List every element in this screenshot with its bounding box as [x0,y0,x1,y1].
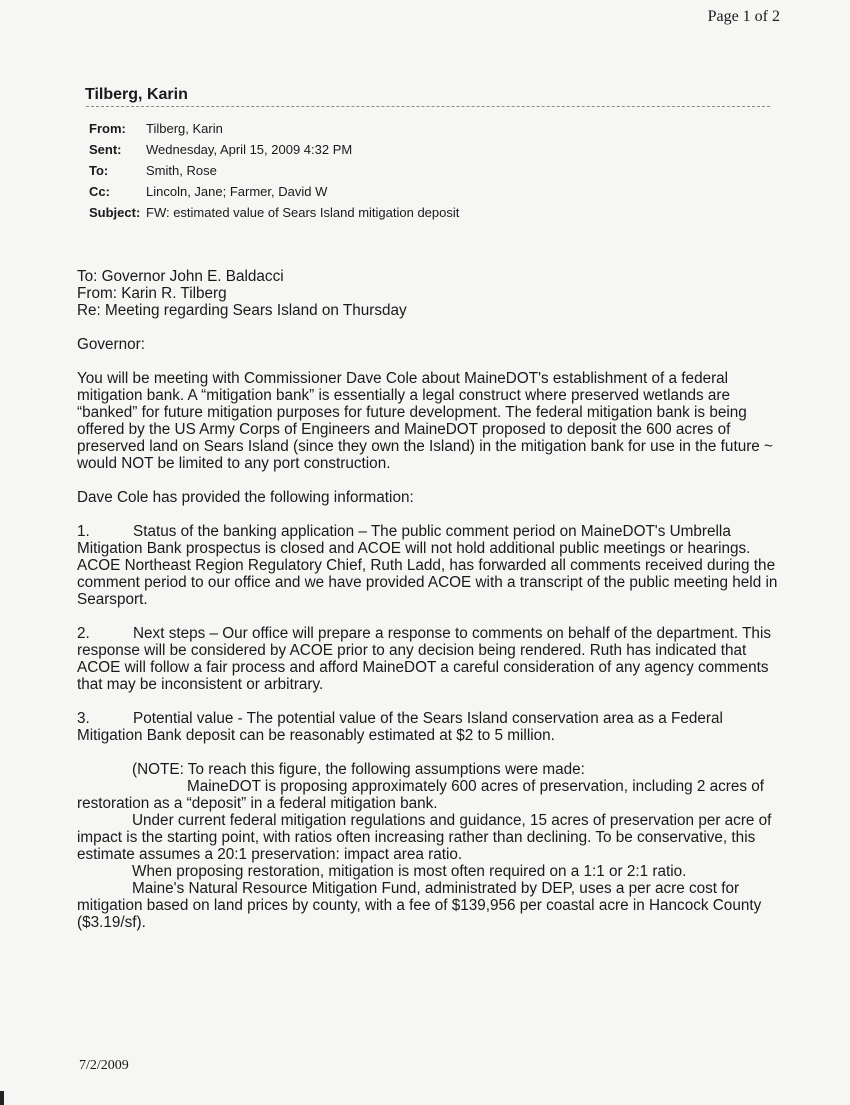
note-assumption-1 [77,778,787,812]
footer-date: 7/2/2009 [79,1058,129,1073]
item-text: Next steps – Our office will prepare a response to comments on behalf of the department. This response will be considered by ACOE prior to any decision being rendered. Ruth has indicated that ACOE will follow a fair process and afford MaineDOT a careful consideration of any agency comments that may be inconsistent or arbitrary. [77,625,771,693]
subject-row [89,205,459,226]
from-row [89,121,459,142]
sent-row [89,142,459,163]
numbered-item-1 [77,523,787,608]
memo-from-line: From: Karin R. Tilberg [77,285,227,302]
numbered-item-2 [77,625,787,693]
memo-to-line: To: Governor John E. Baldacci [77,268,284,285]
cc-value: Lincoln, Jane; Farmer, David W [146,184,328,199]
item-number: 2. [77,625,90,642]
subject-value: FW: estimated value of Sears Island mitigation deposit [146,205,460,220]
sender-name: Tilberg, Karin [85,86,188,103]
note-assumption-2 [77,812,787,863]
from-label: From: [89,121,126,136]
email-header [89,121,459,226]
numbered-item-3 [77,710,787,744]
item-number: 3. [77,710,90,727]
salutation: Governor: [77,336,146,353]
to-label: To: [89,163,109,178]
note-1-text: MaineDOT is proposing approximately 600 acres of preservation, including 2 acres of restoration as a “deposit” in a federal mitigation bank. [77,778,765,812]
note-assumption-4 [77,880,787,931]
note-2-text: Under current federal mitigation regulations and guidance, 15 acres of preservation per acre of impact is the starting point, with ratios often increasing rather than declining. To be conservative, this estimate assumes a 20:1 preservation: impact area ratio. [77,812,772,863]
item-text: Status of the banking application – The public comment period on MaineDOT's Umbrella Mitigation Bank prospectus is closed and ACOE will not hold additional public meetings or hearings. ACOE Northeast Region Regulatory Chief, Ruth Ladd, has forwarded all comments received during the comment period to our office and we have provided ACOE with a transcript of the public meeting held in Searsport. [77,523,778,608]
cc-row [89,184,459,205]
header-divider [86,106,770,107]
note-4-text: Maine's Natural Resource Mitigation Fund, administrated by DEP, uses a per acre cost for mitigation based on land prices by county, with a fee of $139,956 per coastal acre in Hancock County ($3.19/sf). [77,880,762,931]
from-value: Tilberg, Karin [146,121,223,136]
memo-body [77,268,787,931]
item-text: Potential value - The potential value of the Sears Island conservation area as a Federal Mitigation Bank deposit can be reasonably estimated at $2 to 5 million. [77,710,723,744]
page-number: Page 1 of 2 [707,8,780,25]
memo-re-line: Re: Meeting regarding Sears Island on Thursday [77,302,407,319]
to-value: Smith, Rose [146,163,217,178]
note-3-text: When proposing restoration, mitigation is most often required on a 1:1 or 2:1 ratio. [132,863,687,880]
note-assumption-3 [77,863,787,880]
sent-label: Sent: [89,142,122,157]
item-number: 1. [77,523,90,540]
note-intro: (NOTE: To reach this figure, the following assumptions were made: [132,761,585,778]
intro-paragraph: You will be meeting with Commissioner Dave Cole about MaineDOT's establishment of a federal mitigation bank. A “mitigation bank” is essentially a legal construct where preserved wetlands are “banked” for future mitigation purposes for future development. The federal mitigation bank is being offered by the US Army Corps of Engineers and MaineDOT proposed to deposit the 600 acres of preserved land on Sears Island (since they own the Island) in the mitigation bank for use in the future ~ would NOT be limited to any port construction. [77,370,773,472]
to-row [89,163,459,184]
info-intro: Dave Cole has provided the following information: [77,489,414,506]
cc-label: Cc: [89,184,110,199]
subject-label: Subject: [89,205,141,220]
sent-value: Wednesday, April 15, 2009 4:32 PM [146,142,353,157]
scan-edge-mark [0,1091,4,1105]
